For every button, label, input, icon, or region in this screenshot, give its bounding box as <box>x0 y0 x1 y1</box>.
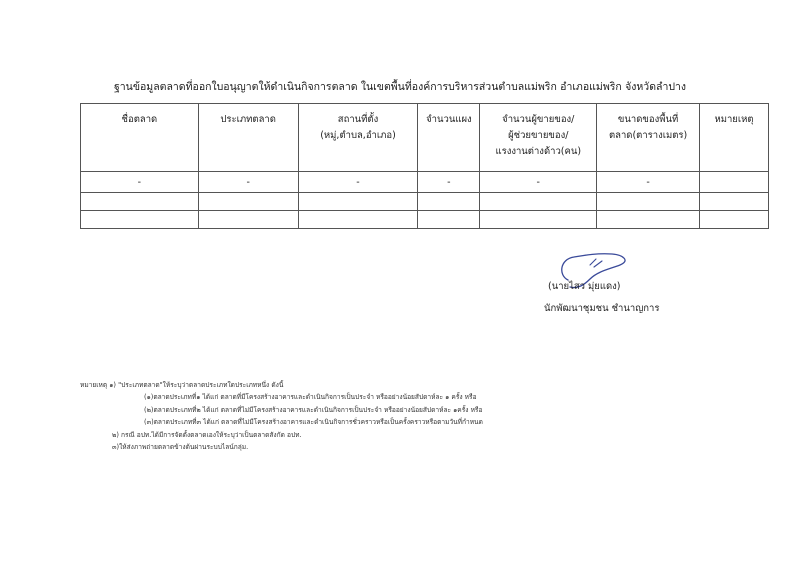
header-stall-count: จำนวนแผง <box>418 104 480 172</box>
footnotes <box>80 379 483 453</box>
table-row <box>81 172 769 193</box>
table-cell: - <box>597 172 700 193</box>
table-cell: - <box>418 172 480 193</box>
header-market-area: ขนาดของพื้นที่ ตลาด(ตารางเมตร) <box>597 104 700 172</box>
document-title: ฐานข้อมูลตลาดที่ออกใบอนุญาตให้ดำเนินกิจการตลาด ในเขตพื้นที่องค์การบริหารส่วนตำบลแม่พริก อำเภอแม่พริก จังหวัดลำปาง <box>113 81 687 93</box>
note-line: (๑)ตลาดประเภทที่๑ ได้แก่ ตลาดที่มีโครงสร้างอาคารและดำเนินกิจการเป็นประจำ หรืออย่างน้อยสัปดาห์ละ ๑ ครั้ง หรือ <box>144 393 477 402</box>
header-market-name: ชื่อตลาด <box>81 104 199 172</box>
signer-name: (นายไสว มุ่ยแดง) <box>548 281 621 292</box>
note-line: (๒)ตลาดประเภทที่๒ ได้แก่ ตลาดที่ไม่มีโครงสร้างอาคารและดำเนินกิจการเป็นประจำ หรืออย่างน้อยสัปดาห์ละ ๑ครั้ง หรือ <box>144 405 483 414</box>
header-market-type: ประเภทตลาด <box>198 104 298 172</box>
table-cell <box>700 172 769 193</box>
note-line: ๓)ให้ส่งภาพถ่ายตลาดข้างต้นผ่านระบบไลน์กลุ่ม. <box>112 443 249 452</box>
table-cell: - <box>198 172 298 193</box>
market-table <box>80 103 769 229</box>
table-row <box>81 211 769 229</box>
table-cell: - <box>81 172 199 193</box>
note-line: ๒) กรณี อปท.ได้มีการจัดตั้งตลาดเองให้ระบุว่าเป็นตลาดสังกัด อปท. <box>112 430 302 439</box>
table-cell: - <box>480 172 597 193</box>
note-line: (๓)ตลาดประเภทที่๓ ได้แก่ ตลาดที่ไม่มีโครงสร้างอาคารและดำเนินกิจการชั่วคราวหรือเป็นครั้งคราวหรือตามวันที่กำหนด <box>144 418 483 427</box>
signature-scribble <box>520 245 650 305</box>
table-cell: - <box>298 172 418 193</box>
header-location: สถานที่ตั้ง (หมู่,ตำบล,อำเภอ) <box>298 104 418 172</box>
table-header-row <box>81 104 769 172</box>
signer-position: นักพัฒนาชุมชน ชำนาญการ <box>544 303 660 314</box>
header-vendor-count: จำนวนผู้ขายของ/ ผู้ช่วยขายของ/ แรงงานต่างด้าว(คน) <box>480 104 597 172</box>
note-line: หมายเหตุ ๑) "ประเภทตลาด"ให้ระบุว่าตลาดประเภทใดประเภทหนึ่ง ดังนี้ <box>80 381 284 389</box>
header-remarks: หมายเหตุ <box>700 104 769 172</box>
table-row <box>81 193 769 211</box>
